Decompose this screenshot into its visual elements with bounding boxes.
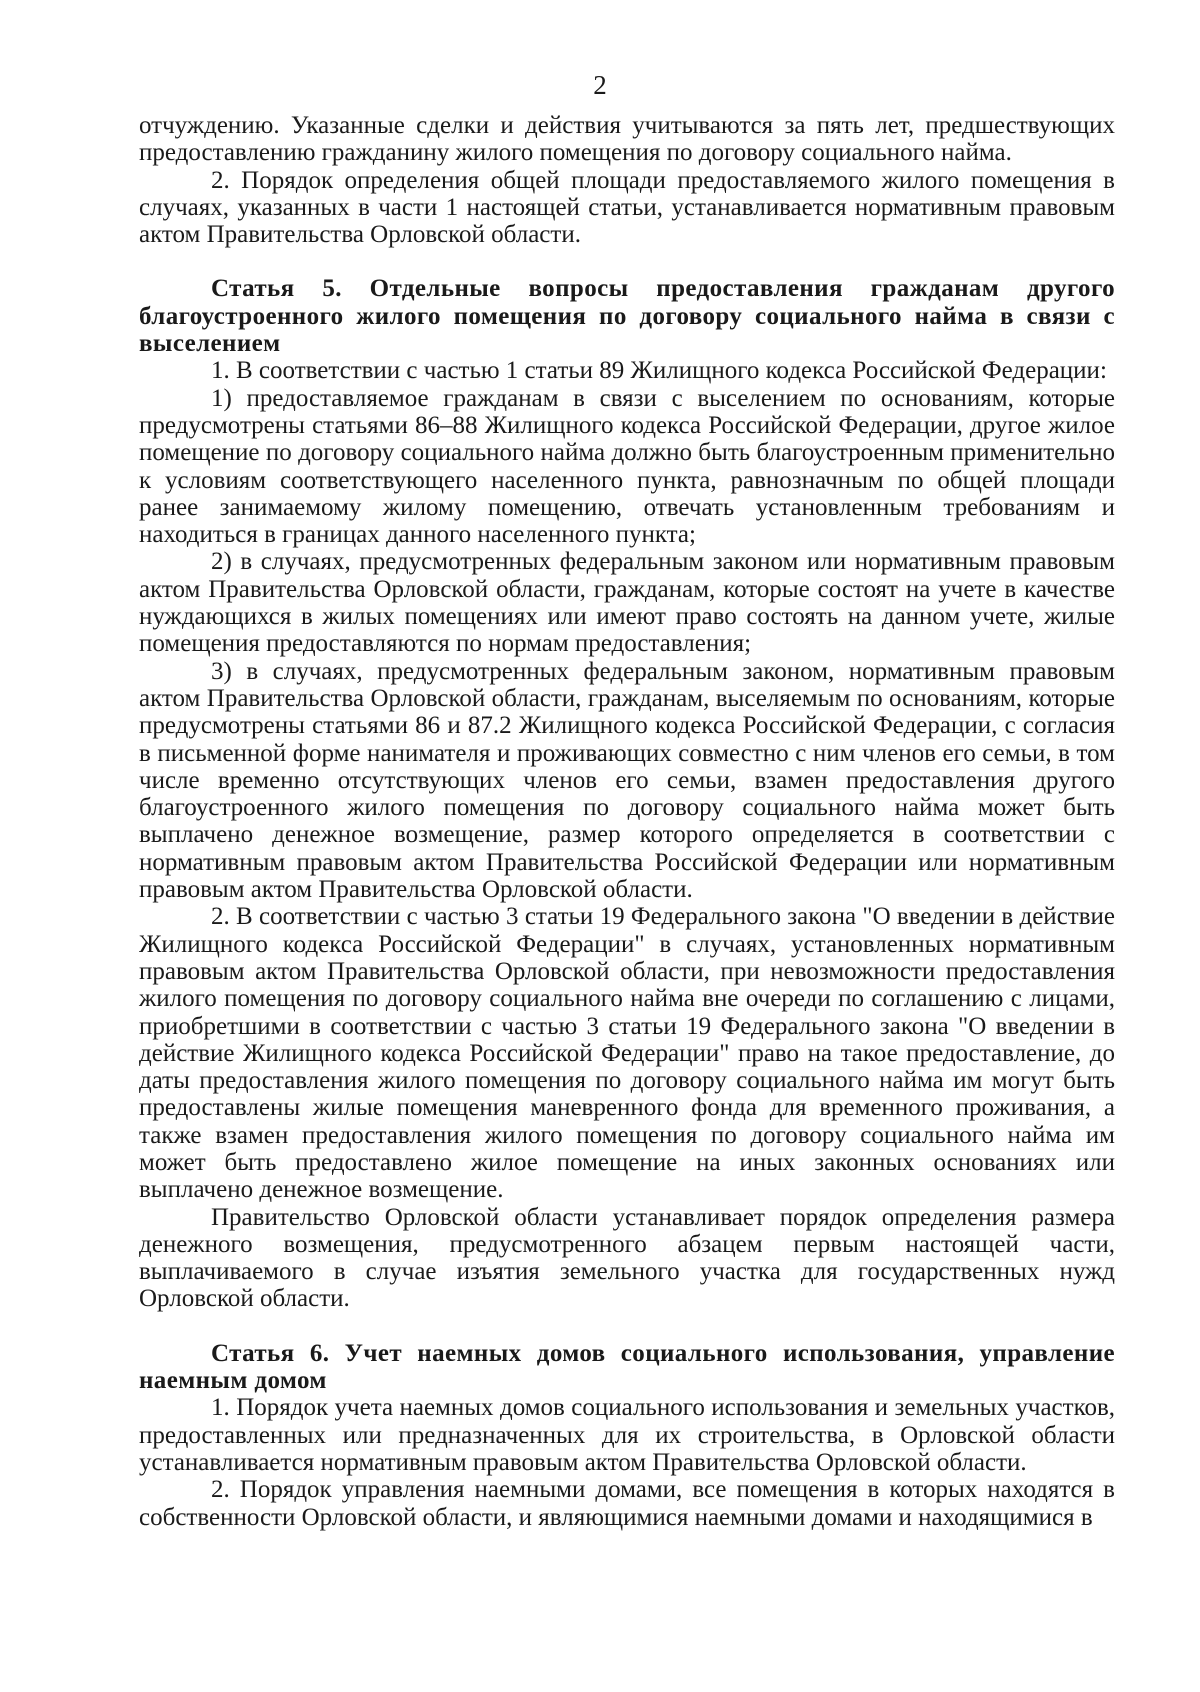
article-6-heading: Статья 6. Учет наемных домов социального использования, управление наемным домом	[139, 1339, 1115, 1395]
paragraph: Правительство Орловской области устанавливает порядок определения размера денежного возмещения, предусмотренного абзацем первым настоящей части, выплачиваемого в случае изъятия земельного участка для государственных нужд Орловской области.	[139, 1203, 1115, 1313]
article-5-heading: Статья 5. Отдельные вопросы предоставления гражданам другого благоустроенного жилого помещения по договору социального найма в связи с выселением	[139, 275, 1115, 358]
document-body	[139, 112, 1115, 1531]
paragraph: 1) предоставляемое гражданам в связи с выселением по основаниям, которые предусмотрены статьями 86–88 Жилищного кодекса Российской Федерации, другое жилое помещение по договору социального найма должно быть благоустроенным применительно к условиям соответствующего населенного пункта, равнозначным по общей площади ранее занимаемому жилому помещению, отвечать установленным требованиям и находиться в границах данного населенного пункта;	[139, 384, 1115, 549]
paragraph: 1. В соответствии с частью 1 статьи 89 Жилищного кодекса Российской Федерации:	[211, 357, 1107, 385]
paragraph: 3) в случаях, предусмотренных федеральным законом, нормативным правовым актом Правительства Орловской области, гражданам, выселяемым по основаниям, которые предусмотрены статьями 86 и 87.2 Жилищного кодекса Российской Федерации, с согласия в письменной форме нанимателя и проживающих совместно с ним членов его семьи, в том числе временно отсутствующих членов его семьи, взамен предоставления другого благоустроенного жилого помещения по договору социального найма может быть выплачено денежное возмещение, размер которого определяется в соответствии с нормативным правовым актом Правительства Российской Федерации или нормативным правовым актом Правительства Орловской области.	[139, 657, 1115, 904]
paragraph: 2. Порядок управления наемными домами, все помещения в которых находятся в собственности Орловской области, и являющимися наемными домами и находящимися в	[139, 1476, 1115, 1531]
paragraph: отчуждению. Указанные сделки и действия учитываются за пять лет, предшествующих предоставлению гражданину жилого помещения по договору социального найма.	[139, 112, 1115, 167]
paragraph: 2) в случаях, предусмотренных федеральным законом или нормативным правовым актом Правительства Орловской области, гражданам, которые состоят на учете в качестве нуждающихся в жилых помещениях или имеют право состоять на данном учете, жилые помещения предоставляются по нормам предоставления;	[139, 548, 1115, 658]
paragraph: 2. В соответствии с частью 3 статьи 19 Федерального закона "О введении в действие Жилищного кодекса Российской Федерации" в случаях, установленных нормативным правовым актом Правительства Орловской области, при невозможности предоставления жилого помещения по договору социального найма вне очереди по соглашению с лицами, приобретшими в соответствии с частью 3 статьи 19 Федерального закона "О введении в действие Жилищного кодекса Российской Федерации" право на такое предоставление, до даты предоставления жилого помещения по договору социального найма им могут быть предоставлены жилые помещения маневренного фонда для временного проживания, а также взамен предоставления жилого помещения по договору социального найма им может быть предоставлено жилое помещение на иных законных основаниях или выплачено денежное возмещение.	[139, 903, 1115, 1204]
page-number: 2	[593, 70, 607, 100]
paragraph: 1. Порядок учета наемных домов социального использования и земельных участков, предоставленных или предназначенных для их строительства, в Орловской области устанавливается нормативным правовым актом Правительства Орловской области.	[139, 1394, 1115, 1476]
paragraph: 2. Порядок определения общей площади предоставляемого жилого помещения в случаях, указанных в части 1 настоящей статьи, устанавливается нормативным правовым актом Правительства Орловской области.	[139, 166, 1115, 249]
